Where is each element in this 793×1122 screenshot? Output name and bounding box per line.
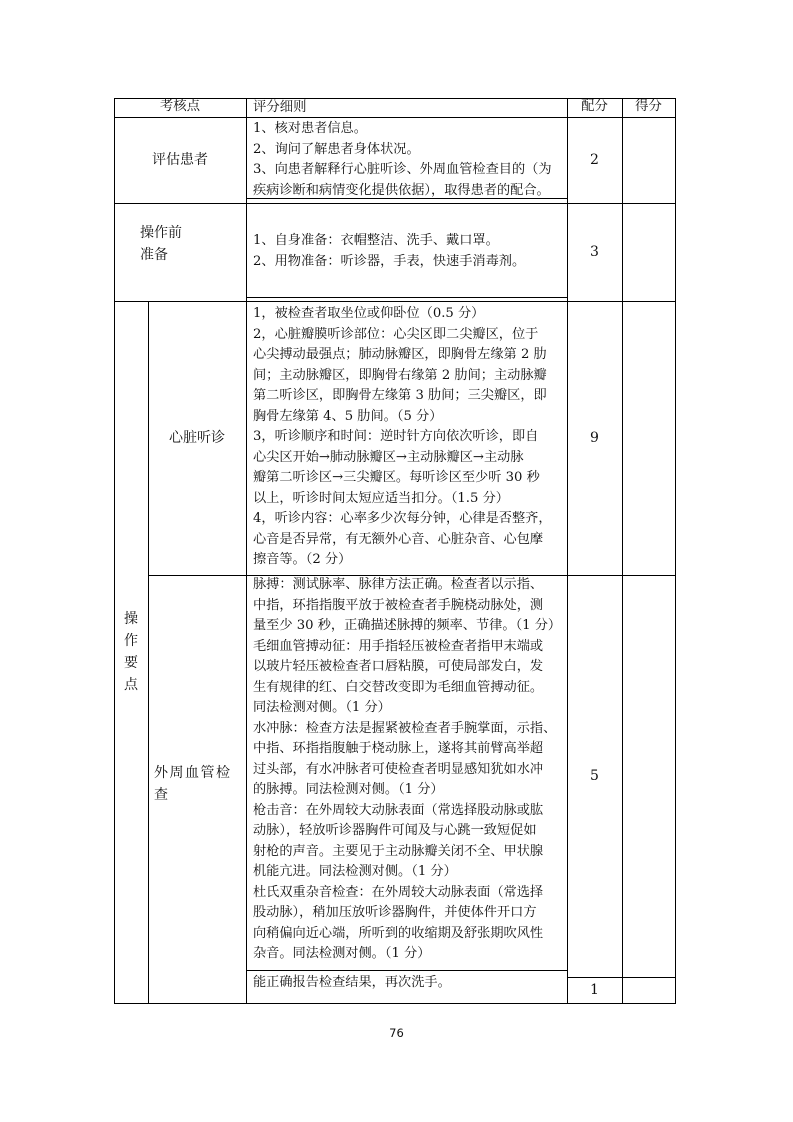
criteria-line: 杂音。同法检测对侧。（1 分） <box>253 946 431 961</box>
criteria-line: 擦音等。（2 分） <box>253 552 352 567</box>
criteria-line: 3，听诊顺序和时间：逆时针方向依次听诊，即自 <box>253 429 539 444</box>
prep-score-blank[interactable] <box>622 203 675 301</box>
assess-score-blank[interactable] <box>622 117 675 203</box>
criteria-line: 间；主动脉瓣区，即胸骨右缘第 2 肋间；主动脉瓣 <box>253 367 547 383</box>
criteria-line: 中指，环指指腹平放于被检查者手腕桡动脉处，测 <box>253 597 544 613</box>
criteria-line: 4，听诊内容：心率多少次每分钟，心律是否整齐， <box>253 511 552 526</box>
criteria-line: 机能亢进。同法检测对侧。（1 分） <box>253 864 457 879</box>
header-criteria: 评分细则 <box>253 100 307 115</box>
criteria-line: 枪击音：在外周较大动脉表面（常选择股动脉或肱 <box>253 802 544 818</box>
criteria-line: 生有规律的红、白交替改变即为毛细血管搏动征。 <box>253 679 544 695</box>
rule <box>246 297 568 298</box>
criteria-line: 心音是否异常，有无额外心音、心脏杂音、心包摩 <box>253 531 544 547</box>
criteria-line: 瓣第二听诊区→三尖瓣区。每听诊区至少听 30 秒 <box>253 470 540 485</box>
criteria-line: 的脉搏。同法检测对侧。（1 分） <box>253 782 444 797</box>
vessel-point-line: 查 <box>154 787 168 803</box>
criteria-line: 心尖搏动最强点；肺动脉瓣区，即胸骨左缘第 2 肋 <box>253 347 547 362</box>
header-max-score: 配分 <box>581 99 608 115</box>
ops-group-char: 要 <box>124 655 138 671</box>
rule <box>114 1003 676 1004</box>
criteria-line: 心尖区开始→肺动脉瓣区→主动脉瓣区→主动脉 <box>253 449 524 465</box>
assess-criteria <box>246 119 568 199</box>
prep-point-line: 操作前 <box>140 225 182 241</box>
report-score-blank[interactable] <box>622 977 675 1003</box>
heart-score-blank[interactable] <box>622 301 675 575</box>
criteria-line: 向稍偏向近心端，所听到的收缩期及舒张期吹风性 <box>253 925 544 941</box>
ops-group-label <box>114 301 148 1003</box>
criteria-line: 过头部，有水冲脉者可使检查者明显感知犹如水冲 <box>253 761 544 777</box>
criteria-line: 胸骨左缘第 4、5 肋间。（5 分） <box>253 408 443 424</box>
prep-max-score: 3 <box>590 243 599 260</box>
vessel-max-score: 5 <box>590 767 599 784</box>
ops-group-char: 作 <box>124 633 138 649</box>
assess-point: 评估患者 <box>152 151 208 168</box>
criteria-line: 股动脉），稍加压放听诊器胸件，并使体件开口方 <box>253 905 537 920</box>
prep-point-line: 准备 <box>140 247 168 263</box>
heart-criteria <box>246 304 568 574</box>
criteria-line: 2，心脏瓣膜听诊部位：心尖区即二尖瓣区，位于 <box>253 326 539 342</box>
criteria-line: 杜氏双重杂音检查：在外周较大动脉表面（常选择 <box>253 884 544 900</box>
ops-group-char: 操 <box>124 611 138 627</box>
criteria-line: 3、向患者解释行心脏听诊、外周血管检查目的（为 <box>253 162 552 177</box>
criteria-line: 2、询问了解患者身体状况。 <box>253 141 420 157</box>
report-max-score: 1 <box>590 981 599 998</box>
criteria-line: 脉搏：测试脉率、脉律方法正确。检查者以示指、 <box>253 577 544 592</box>
vessel-point <box>154 762 244 812</box>
criteria-line: 以玻片轻压被检查者口唇粘膜，可使局部发白，发 <box>253 659 544 674</box>
heart-point: 心脏听诊 <box>169 429 225 446</box>
prep-criteria <box>246 231 568 277</box>
rule <box>675 98 676 1004</box>
criteria-line: 以上，听诊时间太短应适当扣分。（1.5 分） <box>253 490 509 506</box>
ops-group-char: 点 <box>124 677 138 693</box>
criteria-line: 水冲脉：检查方法是握紧被检查者手腕掌面，示指、 <box>253 720 557 736</box>
report-criteria <box>246 973 568 1001</box>
criteria-line: 同法检测对侧。（1 分） <box>253 700 391 715</box>
heart-max-score: 9 <box>590 429 599 446</box>
rule <box>246 970 568 971</box>
criteria-line: 第二听诊区，即胸骨左缘第 3 肋间；三尖瓣区，即 <box>253 388 547 403</box>
assess-max-score: 2 <box>590 151 599 168</box>
criteria-line: 1、核对患者信息。 <box>253 121 367 136</box>
criteria-line: 毛细血管搏动征：用手指轻压被检查者指甲末端或 <box>253 638 544 654</box>
criteria-line: 2、用物准备：听诊器，手表，快速手消毒剂。 <box>253 253 526 269</box>
criteria-line: 量至少 30 秒，正确描述脉搏的频率、节律。（1 分） <box>253 618 562 633</box>
vessel-criteria <box>246 575 568 969</box>
header-point: 考核点 <box>159 99 201 115</box>
vessel-point-line: 外周血管检 <box>154 765 232 781</box>
criteria-line: 能正确报告检查结果，再次洗手。 <box>253 975 451 990</box>
prep-point <box>140 222 240 272</box>
criteria-line: 中指、环指指腹触于桡动脉上，遂将其前臂高举超 <box>253 741 544 756</box>
criteria-line: 1，被检查者取坐位或仰卧位（0.5 分） <box>253 306 485 321</box>
page-number: 76 <box>389 1026 404 1040</box>
criteria-line: 动脉），轻放听诊器胸件可闻及与心跳一致短促如 <box>253 823 537 838</box>
criteria-line: 1、自身准备：衣帽整洁、洗手、戴口罩。 <box>253 233 499 248</box>
header-score: 得分 <box>635 99 662 115</box>
criteria-line: 射枪的声音。主要见于主动脉瓣关闭不全、甲状腺 <box>253 843 544 859</box>
criteria-line: 疾病诊断和病情变化提供依据），取得患者的配合。 <box>253 182 550 198</box>
vessel-score-blank[interactable] <box>622 575 675 977</box>
